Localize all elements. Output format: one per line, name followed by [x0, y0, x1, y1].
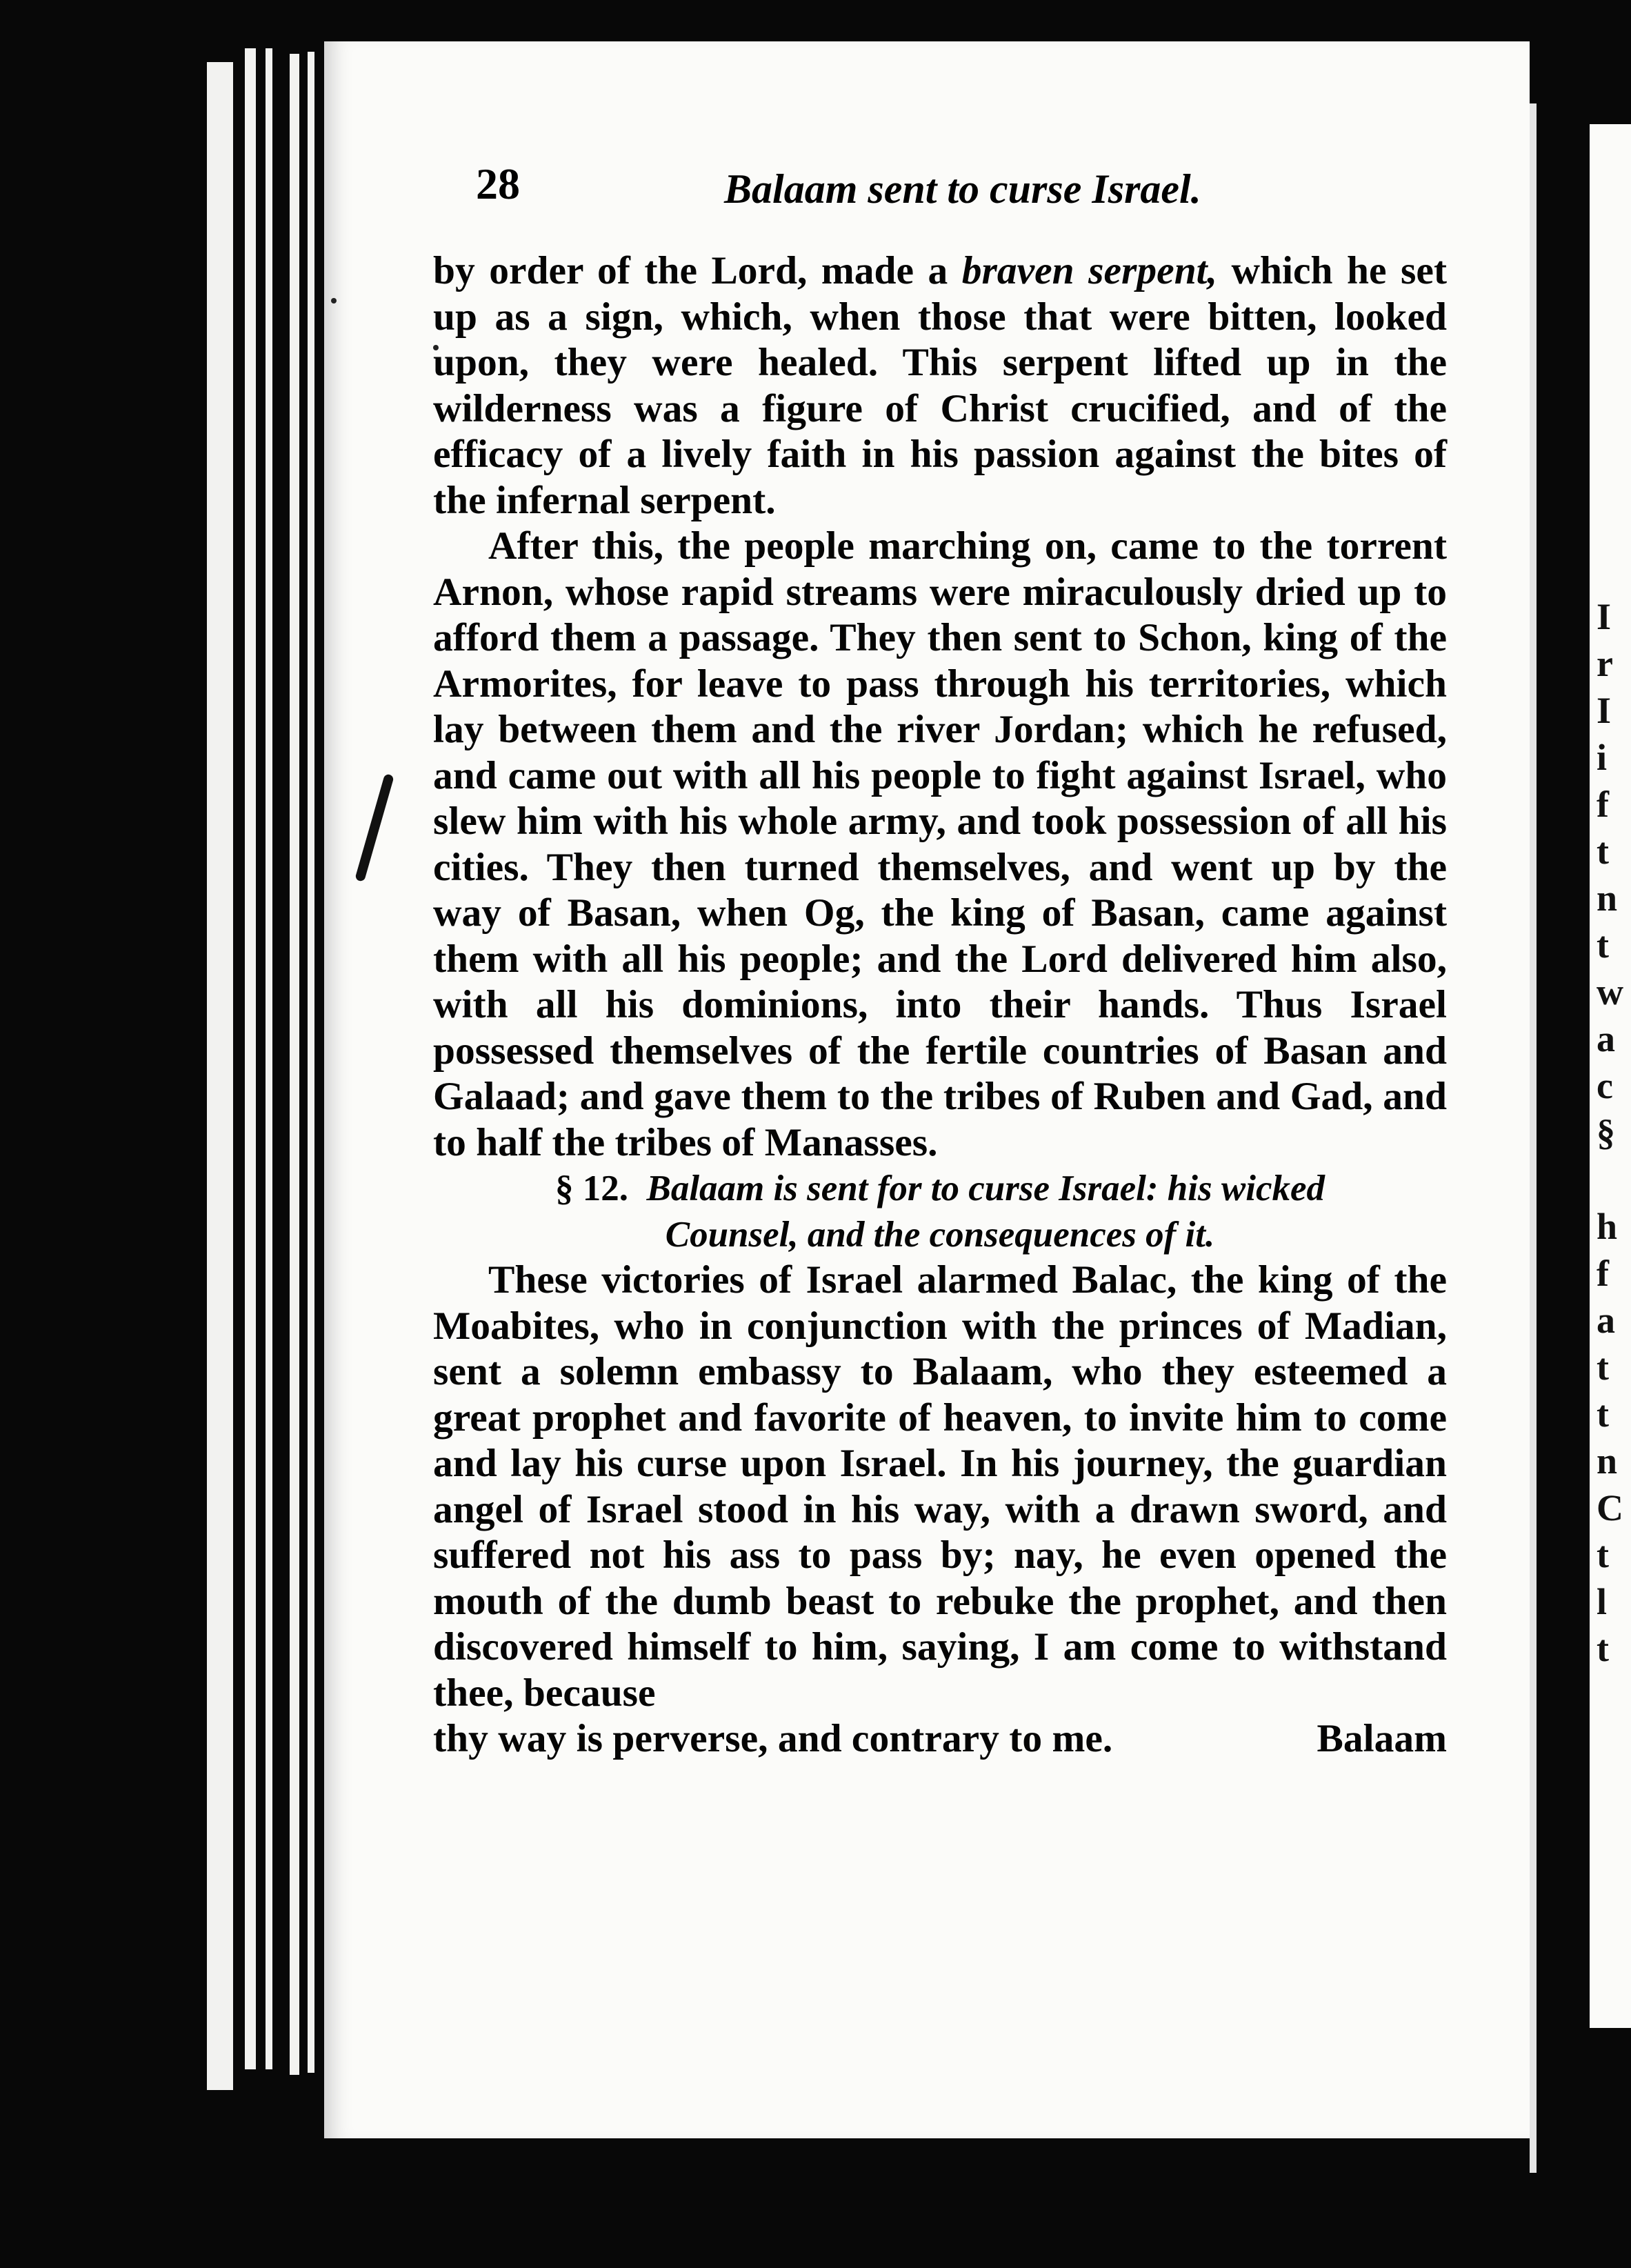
page-stack-edge — [308, 52, 314, 2073]
paragraph-1-rest: which he set up as a sign, which, when those that were bitten, looked upon, they were healed. This serpent lifted up in the wilderness was a figure of Christ crucified, and of the efficacy of a lively faith in his passion against the bites of the infernal serpent. — [433, 249, 1447, 522]
italic-phrase: braven serpent, — [961, 249, 1218, 292]
page-text — [433, 248, 1447, 1762]
ink-speck — [331, 298, 337, 304]
section-number: § 12. — [554, 1168, 628, 1208]
section-heading-line-2: Counsel, and the consequences of it. — [665, 1214, 1215, 1255]
paragraph-2: After this, the people marching on, came to the torrent Arnon, whose rapid streams were miraculously dried up to afford them a passage. They then sent to Schon, king of the Armorites, for leave to pass through his territories, which lay between them and the river Jordan; which he refused, and came out with all his people to fight against Israel, who slew him with his whole army, and took possession of all his cities. They then turned themselves, and went up by the way of Basan, when Og, the king of Basan, came against them with all his people; and the Lord delivered him also, with all his dominions, into their hands. Thus Israel possessed themselves of the fertile countries of Basan and Galaad; and gave them to the tribes of Ruben and Gad, and to half the tribes of Manasses. — [433, 524, 1447, 1164]
page-header — [476, 159, 1269, 235]
running-head: Balaam sent to curse Israel. — [724, 166, 1201, 212]
section-heading — [433, 1166, 1447, 1212]
page-stack-edge — [290, 54, 299, 2075]
page-stack-edge — [266, 48, 272, 2069]
paragraph-1 — [433, 248, 1447, 524]
paragraph-3-last-line: thy way is perverse, and contrary to me. — [433, 1717, 1113, 1760]
section-title-line-1: Balaam is sent for to curse Israel: his wicked — [646, 1168, 1325, 1208]
page-fold-shadow — [1530, 103, 1537, 2173]
page-number: 28 — [476, 159, 520, 208]
last-line — [433, 1716, 1447, 1762]
facing-page-letters: I r I i f t n t w a c § h f a t t n C t l t — [1597, 596, 1623, 1669]
page-stack-edge — [245, 48, 256, 2069]
paragraph-1-start: by order of the Lord, made a — [433, 249, 962, 292]
paragraph-3: These victories of Israel alarmed Balac, the king of the Moabites, who in conjunction with the princes of Madian, sent a solemn embassy to Balaam, who they esteemed a great prophet and favorite of heaven, to invite him to come and lay his curse upon Israel. In his journey, the guardian angel of Israel stood in his way, with a drawn sword, and suffered not his ass to pass by; nay, he even opened the mouth of the dumb beast to rebuke the prophet, and then discovered himself to him, saying, I am come to withstand thee, because — [433, 1258, 1447, 1715]
catchword: Balaam — [1317, 1717, 1447, 1760]
page-stack-edge — [207, 62, 233, 2090]
